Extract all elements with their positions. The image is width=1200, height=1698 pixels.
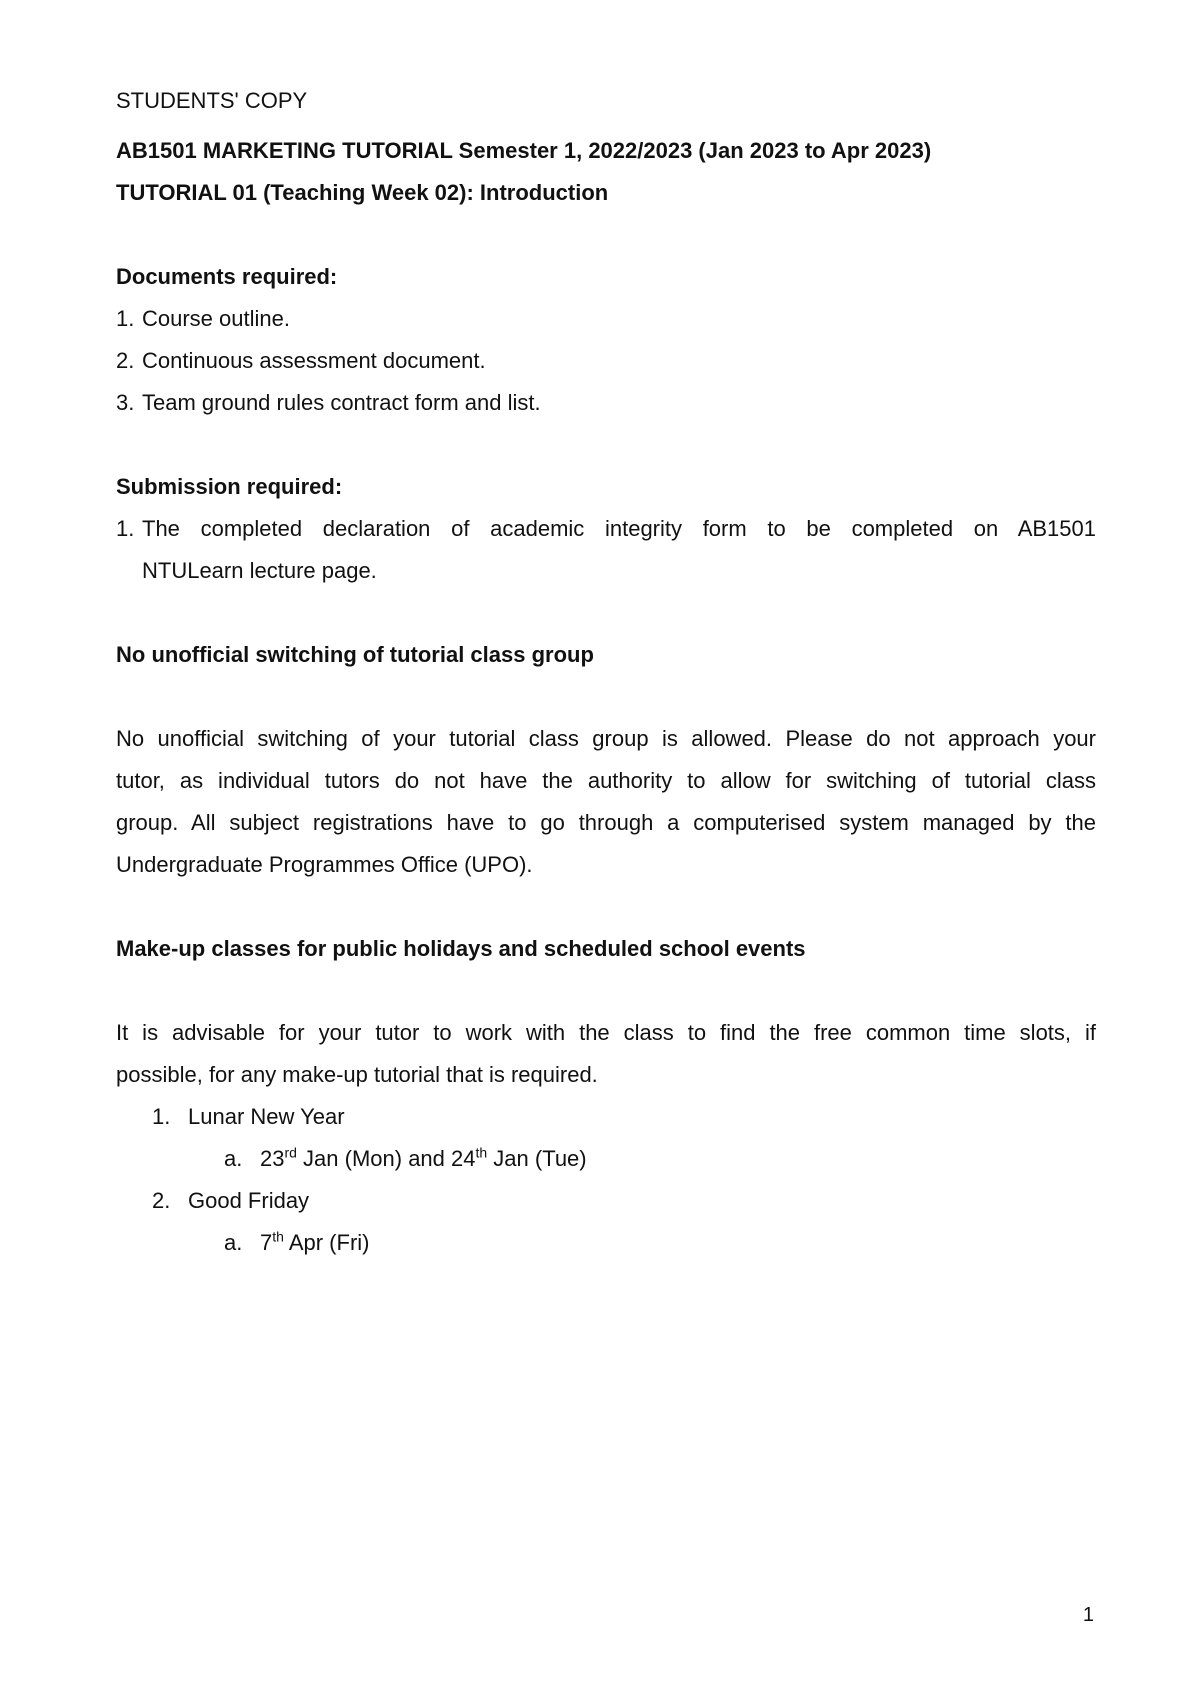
holiday-name: Lunar New Year — [188, 1104, 345, 1129]
document-page — [116, 80, 1096, 1264]
holiday-date-item — [116, 1222, 1096, 1264]
list-text: Continuous assessment document. — [142, 348, 486, 373]
list-item — [116, 508, 1096, 592]
copy-label: STUDENTS' COPY — [116, 88, 308, 113]
holiday-item — [116, 1096, 1096, 1138]
switching-paragraph-line: tutor, as individual tutors do not have the authority to allow for switching of tutorial class — [116, 768, 1096, 793]
page-number: 1 — [1082, 1604, 1094, 1626]
list-number: 2. — [116, 348, 135, 373]
documents-heading: Documents required: — [116, 264, 338, 289]
list-number: 2. — [152, 1188, 171, 1213]
switching-paragraph-line: group. All subject registrations have to go through a computerised system managed by the — [116, 810, 1096, 835]
list-number: 1. — [116, 516, 135, 541]
list-text: Team ground rules contract form and list. — [142, 390, 541, 415]
list-text: NTULearn lecture page. — [142, 558, 377, 583]
switching-paragraph-line: No unofficial switching of your tutorial class group is allowed. Please do not approach your — [116, 726, 1096, 751]
makeup-paragraph-line: It is advisable for your tutor to work with the class to find the free common time slots, if — [116, 1020, 1096, 1045]
switching-paragraph-line: Undergraduate Programmes Office (UPO). — [116, 852, 533, 877]
document-title: AB1501 MARKETING TUTORIAL Semester 1, 2022/2023 (Jan 2023 to Apr 2023) — [116, 138, 932, 163]
list-number: 1. — [152, 1104, 171, 1129]
holiday-item — [116, 1180, 1096, 1222]
list-item — [116, 340, 1096, 382]
list-text: The completed declaration of academic integrity form to be completed on AB1501 — [142, 516, 1096, 541]
list-number: 1. — [116, 306, 135, 331]
list-item — [116, 382, 1096, 424]
list-item — [116, 298, 1096, 340]
holiday-name: Good Friday — [188, 1188, 310, 1213]
tutorial-title: TUTORIAL 01 (Teaching Week 02): Introduction — [116, 180, 609, 205]
switching-heading: No unofficial switching of tutorial class group — [116, 642, 594, 667]
submission-heading: Submission required: — [116, 474, 343, 499]
list-number: 3. — [116, 390, 135, 415]
holiday-date-item — [116, 1138, 1096, 1180]
list-text: Course outline. — [142, 306, 290, 331]
makeup-heading: Make-up classes for public holidays and scheduled school events — [116, 936, 806, 961]
list-letter: a. — [224, 1230, 243, 1255]
holiday-date: 23rd Jan (Mon) and 24th Jan (Tue) — [260, 1144, 587, 1171]
holiday-date: 7th Apr (Fri) — [260, 1228, 370, 1255]
list-letter: a. — [224, 1146, 243, 1171]
makeup-paragraph-line: possible, for any make-up tutorial that is required. — [116, 1062, 598, 1087]
